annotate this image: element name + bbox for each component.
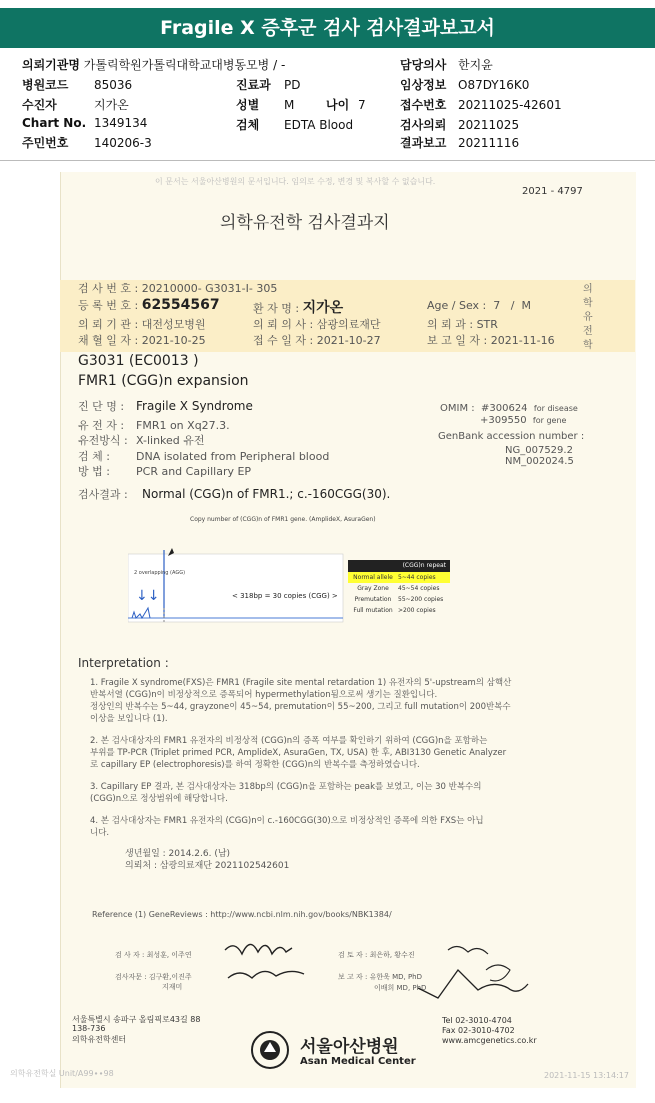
legend-row	[348, 594, 450, 605]
mode-value: X-linked 유전	[136, 434, 205, 447]
reporter-2: 이배희 MD, PhD	[374, 984, 427, 992]
draw-row	[78, 332, 206, 348]
req-dept-label: 의 뢰 과 :	[427, 318, 474, 331]
legend-row	[348, 572, 450, 583]
gene-row	[78, 417, 230, 433]
supervisor-value: 김구환,이진주	[148, 973, 192, 981]
doc-number: 2021 - 4797	[522, 186, 583, 197]
req-doc-value: 삼광의료재단	[316, 318, 381, 331]
receipt-value: 20211025-42601	[458, 98, 562, 112]
patient-name-row	[253, 297, 343, 317]
birth-date: 생년월일 : 2014.2.6. (남)	[125, 849, 231, 859]
req-doc-label: 의 뢰 의 사 :	[253, 318, 314, 331]
institution-row	[22, 56, 285, 73]
patient-row	[22, 96, 129, 113]
spec-value: DNA isolated from Peripheral blood	[136, 450, 330, 463]
method-label: 방 법 :	[78, 465, 110, 478]
reporter-signature	[398, 940, 538, 1010]
dx-row	[78, 398, 253, 414]
agesex-row	[427, 299, 531, 312]
receipt-row	[400, 96, 562, 113]
address-2: 138-736	[72, 1024, 106, 1033]
report-date-row	[400, 134, 519, 151]
doctor-label: 담당의사	[400, 58, 447, 72]
legend-name: Gray Zone	[357, 585, 389, 592]
interpretation-heading: Interpretation :	[78, 656, 169, 670]
receipt-label: 접수번호	[400, 98, 447, 112]
footer-timestamp: 2021-11-15 13:14:17	[544, 1071, 629, 1080]
recv-value: 2021-10-27	[316, 334, 381, 347]
chart-row	[22, 116, 147, 130]
mode-row	[78, 432, 205, 448]
doctor-value: 한지윤	[458, 58, 493, 72]
interp-line: 4. 본 검사대상자는 FMR1 유전자의 (CGG)n이 c.-160CGG(30)으로 비정상적인 증폭에 의한 FXS는 아닙	[90, 816, 484, 826]
patient-value: 지가온	[94, 98, 129, 112]
specimen-value: EDTA Blood	[284, 118, 354, 132]
report-date-label: 결과보고	[400, 136, 447, 150]
interp-line: 정상인의 반복수는 5~44, grayzone이 45~54, premutation이 55~200, 그리고 full mutation이 200반복수	[90, 702, 511, 712]
doctor-row	[400, 56, 493, 73]
exam-no-value: 20210000- G3031-I- 305	[141, 282, 278, 295]
legend-row	[348, 605, 450, 616]
rep-row	[427, 332, 555, 348]
test-name: FMR1 (CGG)n expansion	[78, 373, 249, 389]
clinical-row	[400, 76, 529, 93]
age-label: 나이	[326, 98, 350, 112]
sex-label: 성별	[236, 98, 260, 112]
result-row	[78, 486, 390, 502]
patient-label: 수진자	[22, 98, 57, 112]
interp-line: 1. Fragile X syndrome(FXS)은 FMR1 (Fragile site mental retardation 1) 유전자의 5'-upstream의 삼핵산	[90, 678, 512, 688]
method-value: PCR and Capillary EP	[136, 465, 252, 478]
interp-line: 반복서열 (CGG)n이 비정상적으로 증폭되어 hypermethylation됨으로써 생기는 질환입니다.	[90, 690, 438, 700]
dept-row	[236, 76, 300, 93]
genbank-1: NG_007529.2	[505, 445, 573, 456]
supervisor-2: 지재미	[162, 983, 183, 991]
omim-gene: +309550	[480, 415, 527, 426]
interp-line: 이상을 보입니다 (1).	[90, 714, 168, 724]
omim-disease-note: for disease	[533, 404, 578, 413]
hospital-name-kr: 서울아산병원	[300, 1037, 399, 1057]
hospital-code-label: 병원코드	[22, 78, 69, 92]
tester-row	[115, 950, 192, 960]
gene-value: FMR1 on Xq27.3.	[136, 419, 230, 432]
peak-label: 2 overlapping (AGG)	[134, 570, 186, 576]
report-heading: 의학유전학 검사결과지	[220, 213, 390, 233]
hospital-code-row	[22, 76, 132, 93]
reg-no-value: 62554567	[141, 297, 220, 313]
agesex-sep: /	[510, 299, 515, 312]
omim-label: OMIM :	[440, 403, 475, 414]
legend-name: Premutation	[354, 596, 392, 603]
inst-row	[78, 316, 205, 332]
tel: Tel 02-3010-4704	[442, 1016, 512, 1025]
rep-label: 보 고 일 자 :	[427, 334, 488, 347]
patient-name-label: 환 자 명 :	[253, 302, 300, 315]
req-dept-row	[427, 316, 498, 332]
patient-name-value: 지가온	[302, 300, 344, 316]
tester-label: 검 사 자 :	[115, 951, 145, 959]
requester-info: 의뢰처 : 삼광의료재단 2021102542601	[125, 861, 290, 871]
dx-value: Fragile X Syndrome	[136, 399, 253, 413]
repeat-legend	[348, 560, 450, 616]
sex-value: M	[284, 98, 295, 112]
supervisor-row	[115, 972, 192, 982]
report-title: Fragile X 증후군 검사 검사결과보고서	[0, 8, 655, 48]
interp-line: 니다.	[90, 828, 110, 838]
institution-label: 의뢰기관명	[22, 58, 80, 72]
request-label: 검사의뢰	[400, 118, 447, 132]
report-date-value: 20211116	[458, 136, 520, 150]
omim-row	[440, 403, 578, 414]
test-code: G3031 (EC0013 )	[78, 353, 199, 369]
inst-label: 의 뢰 기 관 :	[78, 318, 139, 331]
exam-no-label: 검 사 번 호 :	[78, 282, 139, 295]
dept-value: PD	[284, 78, 301, 92]
address-1: 서울특별시 송파구 올림픽로43길 88	[72, 1015, 201, 1024]
legend-header: (CGG)n repeat	[348, 560, 450, 572]
recv-row	[253, 332, 381, 348]
specimen-row	[236, 116, 353, 133]
reporter-value: 유한욱 MD, PhD	[369, 973, 423, 981]
reference: Reference (1) GeneReviews : http://www.ncbi.nlm.nih.gov/books/NBK1384/	[92, 910, 392, 919]
omim-gene-row	[480, 415, 566, 426]
hospital-code-value: 85036	[94, 78, 133, 92]
inst-value: 대전성모병원	[141, 318, 206, 331]
reviewer-value: 최은하, 황수진	[369, 951, 415, 959]
age-value: 7	[358, 98, 366, 112]
tester-signature	[220, 932, 340, 992]
req-dept-value: STR	[476, 318, 498, 331]
website: www.amcgenetics.co.kr	[442, 1036, 537, 1045]
legend-range: 5~44 copies	[398, 574, 436, 581]
id-value: 140206-3	[94, 136, 152, 150]
draw-label: 채 혈 일 자 :	[78, 334, 139, 347]
supervisor-label: 검사자문 :	[115, 973, 147, 981]
req-doc-row	[253, 316, 380, 332]
watermark-notice: 이 문서는 서울아산병원의 문서입니다. 임의로 수정, 변경 및 복사할 수 없습니다.	[155, 177, 436, 186]
draw-value: 2021-10-25	[141, 334, 206, 347]
chart-annotation: < 318bp = 30 copies (CGG) >	[232, 592, 338, 600]
agesex-label: Age / Sex :	[427, 299, 487, 312]
method-row	[78, 463, 251, 479]
reviewer-label: 검 토 자 :	[338, 951, 368, 959]
reg-no-label: 등 록 번 호 :	[78, 299, 139, 312]
clinical-value: O87DY16K0	[458, 78, 530, 92]
specimen-detail-row	[78, 448, 329, 464]
exam-no-row	[78, 280, 277, 296]
legend-range: 55~200 copies	[398, 596, 444, 603]
dx-label: 진 단 명 :	[78, 400, 125, 413]
tester-value: 최성훈, 이주연	[146, 951, 192, 959]
mode-label: 유전방식 :	[78, 434, 128, 447]
sex-row	[236, 96, 366, 113]
chart-label: Chart No.	[22, 116, 87, 130]
rep-value: 2021-11-16	[490, 334, 555, 347]
dept-label: 진료과	[236, 78, 271, 92]
plot-frame	[128, 554, 343, 622]
institution-value: 가톨릭학원가톨릭대학교대병동모병 / -	[83, 58, 286, 72]
result-value: Normal (CGG)n of FMR1.; c.-160CGG(30).	[142, 487, 391, 501]
gene-label: 유 전 자 :	[78, 419, 125, 432]
chart-value: 1349134	[94, 116, 148, 130]
omim-disease: #300624	[480, 403, 528, 414]
hospital-name-en: Asan Medical Center	[300, 1056, 416, 1067]
side-label: 의학유전학	[583, 284, 593, 351]
id-label: 주민번호	[22, 136, 69, 150]
request-value: 20211025	[458, 118, 520, 132]
age-value: 7	[493, 299, 501, 312]
address-3: 의학유전학센터	[72, 1035, 127, 1044]
footer-left: 의학유전학실 Unit/A99∙∙98	[10, 1069, 114, 1078]
interp-line: 부위를 TP-PCR (Triplet primed PCR, AmplideX, AsuraGen, TX, USA) 한 후, ABI3130 Genetic Analyzer	[90, 748, 507, 758]
chart-caption: Copy number of (CGG)n of FMR1 gene. (AmplideX, AsuraGen)	[190, 516, 376, 523]
legend-name: Normal allele	[353, 574, 393, 581]
result-label: 검사결과 :	[78, 488, 128, 501]
genbank-2: NM_002024.5	[505, 456, 574, 467]
sex-value: M	[521, 299, 531, 312]
genbank-label: GenBank accession number :	[438, 431, 585, 442]
legend-name: Full mutation	[353, 607, 393, 614]
header-divider	[0, 160, 655, 161]
id-row	[22, 134, 152, 151]
spec-label: 검 체 :	[78, 450, 110, 463]
reg-no-row	[78, 297, 220, 313]
reporter-label: 보 고 자 :	[338, 973, 368, 981]
recv-label: 접 수 일 자 :	[253, 334, 314, 347]
request-row	[400, 116, 519, 133]
legend-range: >200 copies	[398, 607, 436, 614]
specimen-label: 검체	[236, 118, 260, 132]
omim-gene-note: for gene	[532, 416, 567, 425]
fax: Fax 02-3010-4702	[442, 1026, 515, 1035]
interp-line: 2. 본 검사대상자의 FMR1 유전자의 비정상적 (CGG)n의 증폭 여부를 확인하기 위하여 (CGG)n을 포함하는	[90, 736, 488, 746]
interp-line: (CGG)n으로 정상범위에 해당합니다.	[90, 794, 228, 804]
asan-foundation-seal-icon	[250, 1030, 290, 1070]
legend-range: 45~54 copies	[398, 585, 440, 592]
clinical-label: 임상정보	[400, 78, 447, 92]
legend-row	[348, 583, 450, 594]
interp-line: 3. Capillary EP 결과, 본 검사대상자는 318bp의 (CGG)n을 포함하는 peak를 보였고, 이는 30 반복수의	[90, 782, 482, 792]
interp-line: 로 capillary EP (electrophoresis)를 하여 정확한 (CGG)n의 반복수를 측정하였습니다.	[90, 760, 420, 770]
agg-arrows-icon: ↓↓	[136, 588, 160, 604]
